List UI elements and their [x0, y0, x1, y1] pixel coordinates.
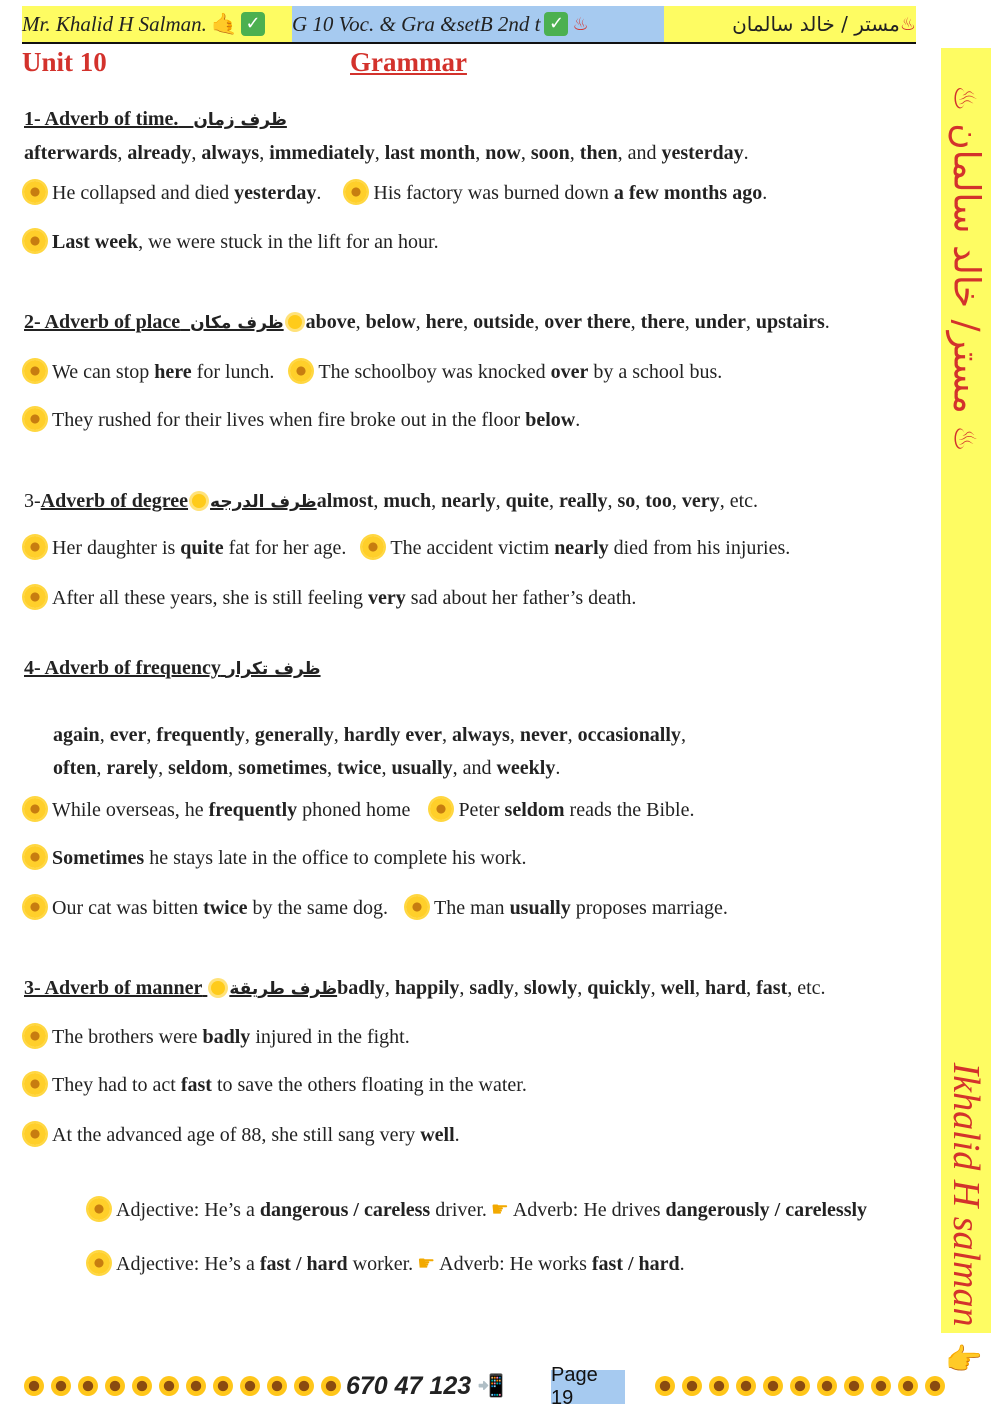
- keyword: below: [365, 311, 416, 333]
- sunflower-icon: [267, 1376, 287, 1396]
- keyword: fast: [180, 1074, 212, 1096]
- keyword: weekly: [496, 757, 556, 779]
- keyword: below: [525, 409, 576, 431]
- header-author-segment: [22, 6, 292, 42]
- example-sentence: Her daughter is quite fat for her age.: [52, 537, 347, 559]
- sunflower-icon: [763, 1376, 783, 1396]
- heading-arabic: ظرف مكان: [190, 313, 284, 333]
- example-sentence: They rushed for their lives when fire broke out in the floor below.: [52, 409, 581, 431]
- heading-text: 3- Adverb of manner: [24, 977, 203, 999]
- keyword: then: [579, 142, 618, 164]
- keyword: often: [53, 757, 97, 779]
- pointing-hand-icon: 👆: [946, 1340, 981, 1378]
- example-sentence: At the advanced age of 88, she still sang very well.: [52, 1124, 460, 1146]
- keyword: again: [53, 724, 100, 746]
- keyword: usually: [391, 757, 453, 779]
- hot-springs-icon: ♨: [899, 13, 916, 35]
- example-row: [24, 1073, 527, 1097]
- sunflower-icon: [406, 896, 428, 918]
- heading-text: Adverb of degree: [40, 490, 189, 512]
- sunflower-icon: [294, 1376, 314, 1396]
- keyword: over: [550, 361, 589, 383]
- example-sentence: The brothers were badly injured in the fight.: [52, 1026, 410, 1048]
- example-row: [24, 1025, 410, 1049]
- keyword: over there: [544, 311, 631, 333]
- keyword: frequently: [156, 724, 245, 746]
- sunflower-icon: [132, 1376, 152, 1396]
- example-sentence: Sometimes he stays late in the office to complete his work.: [52, 847, 527, 869]
- keyword: fast / hard: [591, 1253, 680, 1275]
- adjective-example: Adjective: He’s a dangerous / careless driver.: [116, 1199, 487, 1221]
- sunflower-icon: [88, 1252, 110, 1274]
- example-sentence: The man usually proposes marriage.: [434, 897, 728, 919]
- header-arabic-name: مستر / خالد سالمان: [732, 12, 900, 36]
- sunflower-icon: [24, 536, 46, 558]
- keyword: here: [154, 361, 192, 383]
- comparison-row: [88, 1197, 867, 1222]
- word-list-degree: almost, much, nearly, quite, really, so, too, very, etc.: [316, 490, 758, 512]
- keyword: happily: [394, 977, 460, 999]
- keyword: generally: [254, 724, 334, 746]
- footer-flowers-left: [24, 1370, 348, 1402]
- keyword: soon: [530, 142, 570, 164]
- example-row: [24, 1123, 460, 1147]
- heading-arabic: ظرف تكرار: [225, 659, 321, 679]
- heading-adverb-of-degree: [24, 489, 758, 514]
- keyword: well: [660, 977, 696, 999]
- check-mark-icon: ✓: [241, 12, 265, 36]
- keyword: under: [694, 311, 746, 333]
- keyword: usually: [509, 897, 571, 919]
- keyword: now: [485, 142, 521, 164]
- keyword: quickly: [587, 977, 651, 999]
- mobile-phone-icon: 📲: [477, 1373, 505, 1399]
- word-list-time: afterwards, already, always, immediately, last month, now, soon, then, and yesterday.: [24, 142, 749, 164]
- keyword: hard: [705, 977, 747, 999]
- side-banner-arabic: [946, 85, 987, 452]
- heading-adverb-of-place: [24, 310, 830, 335]
- sunflower-icon: [51, 1376, 71, 1396]
- adverb-example: Adverb: He drives dangerously / carelessly: [512, 1199, 868, 1221]
- side-banner-signature-text: Ikhalid H salman: [945, 1062, 987, 1327]
- sunflower-icon: [213, 1376, 233, 1396]
- header-bar: [22, 6, 916, 44]
- keyword: seldom: [504, 799, 565, 821]
- header-course-segment: [292, 6, 664, 42]
- keyword: badly: [337, 977, 385, 999]
- keyword: yesterday: [661, 142, 744, 164]
- sun-icon: [192, 494, 206, 508]
- sun-icon: [288, 315, 302, 329]
- keyword: slowly: [523, 977, 578, 999]
- sunflower-icon: [159, 1376, 179, 1396]
- keyword: dangerously / carelessly: [665, 1199, 868, 1221]
- sunflower-icon: [844, 1376, 864, 1396]
- page-number: Page 19: [551, 1370, 625, 1404]
- sunflower-icon: [430, 798, 452, 820]
- side-banner-signature: [944, 1063, 988, 1378]
- example-sentence: We can stop here for lunch.: [52, 361, 275, 383]
- call-me-hand-icon: 🤙: [210, 11, 238, 36]
- hot-springs-icon: ♨: [572, 13, 589, 35]
- keyword: twice: [337, 757, 382, 779]
- sunflower-icon: [24, 1123, 46, 1145]
- keyword: nearly: [554, 537, 609, 559]
- example-row: [24, 798, 695, 822]
- example-row: [24, 181, 767, 205]
- header-course: G 10 Voc. & Gra &setB 2nd t: [292, 11, 541, 36]
- keyword: seldom: [168, 757, 229, 779]
- keyword: always: [201, 142, 260, 164]
- heading-adverb-of-manner: [24, 976, 826, 1001]
- keyword: here: [425, 311, 464, 333]
- keyword: quite: [180, 537, 224, 559]
- example-sentence: Last week, we were stuck in the lift for an hour.: [52, 231, 439, 253]
- pointing-hand-icon: ☛: [490, 1197, 509, 1221]
- keyword: Last week: [52, 231, 139, 253]
- side-banner: [941, 48, 991, 1378]
- word-list-place: above, below, here, outside, over there, there, under, upstairs.: [305, 311, 830, 333]
- keyword: above: [305, 311, 356, 333]
- heading-arabic: ظرف الدرجه: [210, 492, 317, 512]
- keyword: sometimes: [238, 757, 328, 779]
- sunflower-icon: [345, 181, 367, 203]
- sunflower-icon: [105, 1376, 125, 1396]
- sunflower-icon: [88, 1198, 110, 1220]
- sunflower-icon: [898, 1376, 918, 1396]
- example-row: [24, 896, 728, 920]
- keyword: rarely: [106, 757, 159, 779]
- example-row: [24, 586, 636, 610]
- keyword: Sometimes: [52, 847, 145, 869]
- keyword: well: [420, 1124, 455, 1146]
- keyword: twice: [203, 897, 248, 919]
- keyword: ever: [109, 724, 147, 746]
- sunflower-icon: [24, 1025, 46, 1047]
- keyword: fast: [756, 977, 788, 999]
- sunflower-icon: [24, 1376, 44, 1396]
- keyword: outside: [473, 311, 535, 333]
- example-row: [24, 408, 580, 432]
- keyword: very: [368, 587, 406, 609]
- adverb-example: Adverb: He works fast / hard.: [439, 1253, 685, 1275]
- example-sentence: His factory was burned down a few months ago.: [373, 182, 768, 204]
- heading-text: 1- Adverb of time.: [24, 108, 179, 130]
- pointing-hand-icon: ☛: [417, 1251, 436, 1275]
- sunflower-icon: [362, 536, 384, 558]
- example-row: [24, 360, 722, 384]
- sunflower-icon: [24, 846, 46, 868]
- heading-arabic: ظرف طريقة: [229, 979, 338, 999]
- side-banner-arabic-text: مستر/ خالد سالمان: [945, 123, 987, 414]
- example-sentence: While overseas, he frequently phoned home: [52, 799, 411, 821]
- example-row: [24, 846, 527, 870]
- sunflower-icon: [709, 1376, 729, 1396]
- keyword: too: [645, 490, 672, 512]
- keyword: really: [558, 490, 608, 512]
- sunflower-icon: [24, 408, 46, 430]
- footer-flowers-right: [655, 1370, 952, 1402]
- keyword: upstairs: [755, 311, 825, 333]
- keyword: hardly ever: [343, 724, 443, 746]
- sunflower-icon: [24, 181, 46, 203]
- example-sentence: They had to act fast to save the others floating in the water.: [52, 1074, 527, 1096]
- example-row: [24, 536, 790, 560]
- sunflower-icon: [682, 1376, 702, 1396]
- keyword: a few months ago: [613, 182, 763, 204]
- word-list-manner: badly, happily, sadly, slowly, quickly, well, hard, fast, etc.: [337, 977, 826, 999]
- sunflower-icon: [871, 1376, 891, 1396]
- sunflower-icon: [790, 1376, 810, 1396]
- keyword: never: [519, 724, 568, 746]
- footer-phone: [346, 1370, 505, 1402]
- example-row: [24, 230, 439, 254]
- heading-adverb-of-frequency: [24, 656, 321, 681]
- keyword: fast / hard: [259, 1253, 348, 1275]
- sunflower-icon: [24, 230, 46, 252]
- word-list-frequency-line-1: again, ever, frequently, generally, hardly ever, always, never, occasionally,: [53, 724, 686, 746]
- sunflower-icon: [655, 1376, 675, 1396]
- keyword: always: [452, 724, 510, 746]
- sunflower-icon: [925, 1376, 945, 1396]
- example-sentence: Our cat was bitten twice by the same dog.: [52, 897, 389, 919]
- keyword: last month: [384, 142, 476, 164]
- sunflower-icon: [24, 1073, 46, 1095]
- heading-arabic: ظرف زمان: [193, 110, 287, 130]
- keyword: so: [617, 490, 636, 512]
- example-sentence: The schoolboy was knocked over by a school bus.: [318, 361, 723, 383]
- keyword: almost: [316, 490, 374, 512]
- sunflower-icon: [78, 1376, 98, 1396]
- keyword: there: [640, 311, 685, 333]
- keyword: very: [681, 490, 720, 512]
- heading-text: 2- Adverb of place: [24, 311, 181, 333]
- header-arabic-segment: [664, 6, 916, 42]
- sunflower-icon: [186, 1376, 206, 1396]
- unit-title: Unit 10: [22, 47, 107, 77]
- sunflower-icon: [24, 586, 46, 608]
- sunflower-icon: [24, 360, 46, 382]
- sunflower-icon: [736, 1376, 756, 1396]
- sunflower-icon: [24, 798, 46, 820]
- example-sentence: Peter seldom reads the Bible.: [458, 799, 695, 821]
- keyword: much: [383, 490, 432, 512]
- sunflower-icon: [240, 1376, 260, 1396]
- sunflower-icon: [817, 1376, 837, 1396]
- heading-prefix: 3-: [24, 490, 41, 512]
- keyword: immediately: [269, 142, 375, 164]
- sun-icon: [211, 981, 225, 995]
- keyword: yesterday: [234, 182, 317, 204]
- word-list-frequency-line-2: often, rarely, seldom, sometimes, twice, usually, and weekly.: [53, 757, 561, 779]
- check-mark-icon: ✓: [544, 12, 568, 36]
- keyword: sadly: [469, 977, 514, 999]
- keyword: nearly: [441, 490, 496, 512]
- example-sentence: The accident victim nearly died from his injuries.: [390, 537, 791, 559]
- keyword: afterwards: [24, 142, 118, 164]
- keyword: dangerous / careless: [259, 1199, 431, 1221]
- keyword: badly: [202, 1026, 251, 1048]
- sunflower-icon: [290, 360, 312, 382]
- hot-springs-icon: ♨: [946, 425, 982, 453]
- heading-adverb-of-time: [24, 107, 287, 132]
- header-author: Mr. Khalid H Salman.: [22, 11, 207, 36]
- keyword: already: [127, 142, 192, 164]
- sunflower-icon: [24, 896, 46, 918]
- phone-number: 670 47 123: [346, 1371, 472, 1400]
- keyword: frequently: [208, 799, 298, 821]
- example-sentence: After all these years, she is still feeling very sad about her father’s death.: [52, 587, 637, 609]
- heading-text: 4- Adverb of frequency: [24, 657, 221, 679]
- sunflower-icon: [321, 1376, 341, 1396]
- keyword: occasionally: [577, 724, 681, 746]
- comparison-row: [88, 1251, 685, 1276]
- hot-springs-icon: ♨: [946, 84, 982, 112]
- keyword: quite: [505, 490, 549, 512]
- section-title: Grammar: [350, 47, 467, 77]
- adjective-example: Adjective: He’s a fast / hard worker.: [116, 1253, 414, 1275]
- example-sentence: He collapsed and died yesterday.: [52, 182, 322, 204]
